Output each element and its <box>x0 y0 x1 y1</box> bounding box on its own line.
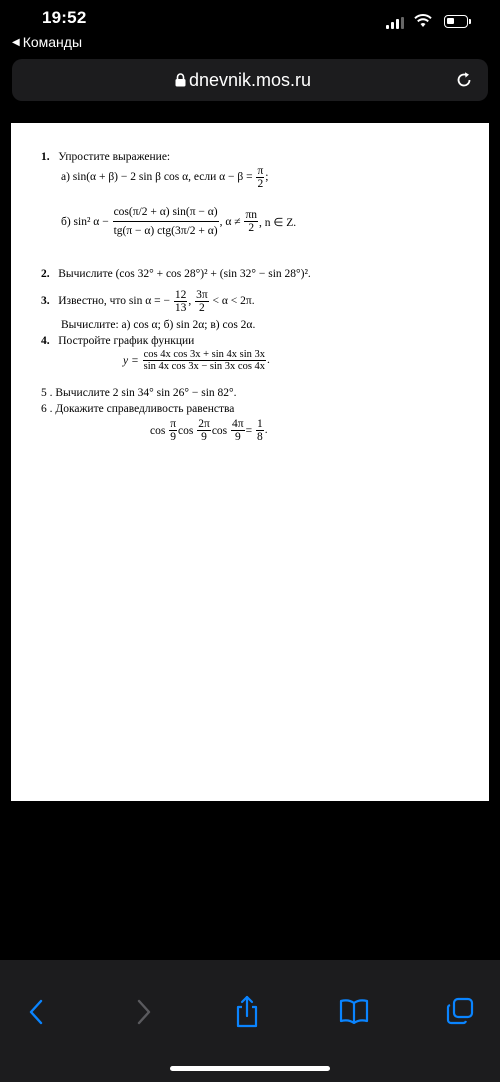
problem-1b: б) sin² α − $\frac{\cos(\pi/2 + \alpha) \sin(\pi - \alpha)}{\text{tg(π − α) ctg(3π/2 + α)}}$ , α ≠ $\frac{\pi n}{2}$ , n ∈ Z. <box>61 203 296 241</box>
problem-2 <box>41 268 311 280</box>
problem-number: 2. <box>41 268 50 280</box>
back-chevron-icon[interactable] <box>26 998 46 1026</box>
problem-6-title: 6 . Докажите справедливость равенства <box>41 403 235 415</box>
fraction: $\frac{2\pi}{9}$ <box>198 418 210 444</box>
problem-text: Известно, что sin α = − <box>58 295 170 308</box>
wifi-icon <box>414 14 432 28</box>
fraction: $\frac{12}{13}$ <box>174 289 187 315</box>
problem-6-formula: cos $\frac{\pi}{9}$ cos $\frac{2\pi}{9}$ cos $\frac{4\pi}{9}$ = $\frac{1}{8}$ . <box>150 418 268 444</box>
document-page <box>11 123 489 801</box>
fraction: $\frac{\text{cos 4x cos 3x + sin 4x sin 3x}}{\text{sin 4x cos 3x − sin 3x cos 4x}}$ <box>143 349 266 373</box>
problem-number: 4. <box>41 335 50 347</box>
problem-text: а) sin(α + β) − 2 sin β cos α, если α − β = <box>61 171 253 184</box>
fraction: $\frac{\pi n}{2}$ <box>245 209 257 235</box>
problem-1a: а) sin(α + β) − 2 sin β cos α, если α − β = $\frac{\pi}{2}$ ; <box>61 165 269 191</box>
tabs-icon[interactable] <box>446 997 474 1025</box>
problem-1-title <box>41 151 170 163</box>
battery-icon <box>444 15 468 28</box>
home-indicator[interactable] <box>170 1066 330 1071</box>
browser-toolbar <box>0 960 500 1082</box>
status-bar <box>0 0 500 36</box>
url-text: dnevnik.mos.ru <box>188 70 312 90</box>
address-bar[interactable] <box>12 59 488 101</box>
fraction: $\frac{1}{8}$ <box>256 418 263 444</box>
back-triangle-icon: ◀ <box>12 36 20 48</box>
clock: 19:52 <box>42 8 87 27</box>
fraction: $\frac{3\pi}{2}$ <box>196 289 208 315</box>
problem-text: Упростите выражение: <box>58 151 171 163</box>
problem-text: Постройте график функции <box>58 335 195 347</box>
fraction: $\frac{\pi}{2}$ <box>257 165 264 191</box>
reload-icon[interactable] <box>454 70 474 90</box>
problem-number: 3. <box>41 295 50 308</box>
forward-chevron-icon[interactable] <box>134 998 154 1026</box>
problem-3: 3. Известно, что sin α = − $\frac{12}{13}$ , $\frac{3\pi}{2}$ < α < 2π. <box>41 289 255 315</box>
cellular-signal-icon <box>386 17 404 29</box>
problem-5: 5 . Вычислите 2 sin 34° sin 26° − sin 82°. <box>41 387 237 399</box>
fraction: $\frac{4\pi}{9}$ <box>232 418 244 444</box>
problem-4-title <box>41 335 194 347</box>
fraction: $\frac{\pi}{9}$ <box>170 418 177 444</box>
problem-4-formula: y = $\frac{\text{cos 4x cos 3x + sin 4x sin 3x}}{\text{sin 4x cos 3x − sin 3x cos 4x}}$ . <box>123 349 270 373</box>
share-icon[interactable] <box>233 994 261 1028</box>
back-to-app-link[interactable] <box>12 34 82 50</box>
problem-3-calc: Вычислите: а) cos α; б) sin 2α; в) cos 2α. <box>61 319 256 331</box>
back-label: Команды <box>22 34 83 50</box>
problem-text: Вычислите (cos 32° + cos 28°)² + (sin 32° − sin 28°)². <box>58 268 311 280</box>
big-fraction: $\frac{\cos(\pi/2 + \alpha) \sin(\pi - \alpha)}{\text{tg(π − α) ctg(3π/2 + α)}}$ <box>113 203 219 241</box>
problem-number: 1. <box>41 151 50 163</box>
bookmarks-icon[interactable] <box>339 998 369 1024</box>
problem-text: б) sin² α − <box>61 215 109 228</box>
